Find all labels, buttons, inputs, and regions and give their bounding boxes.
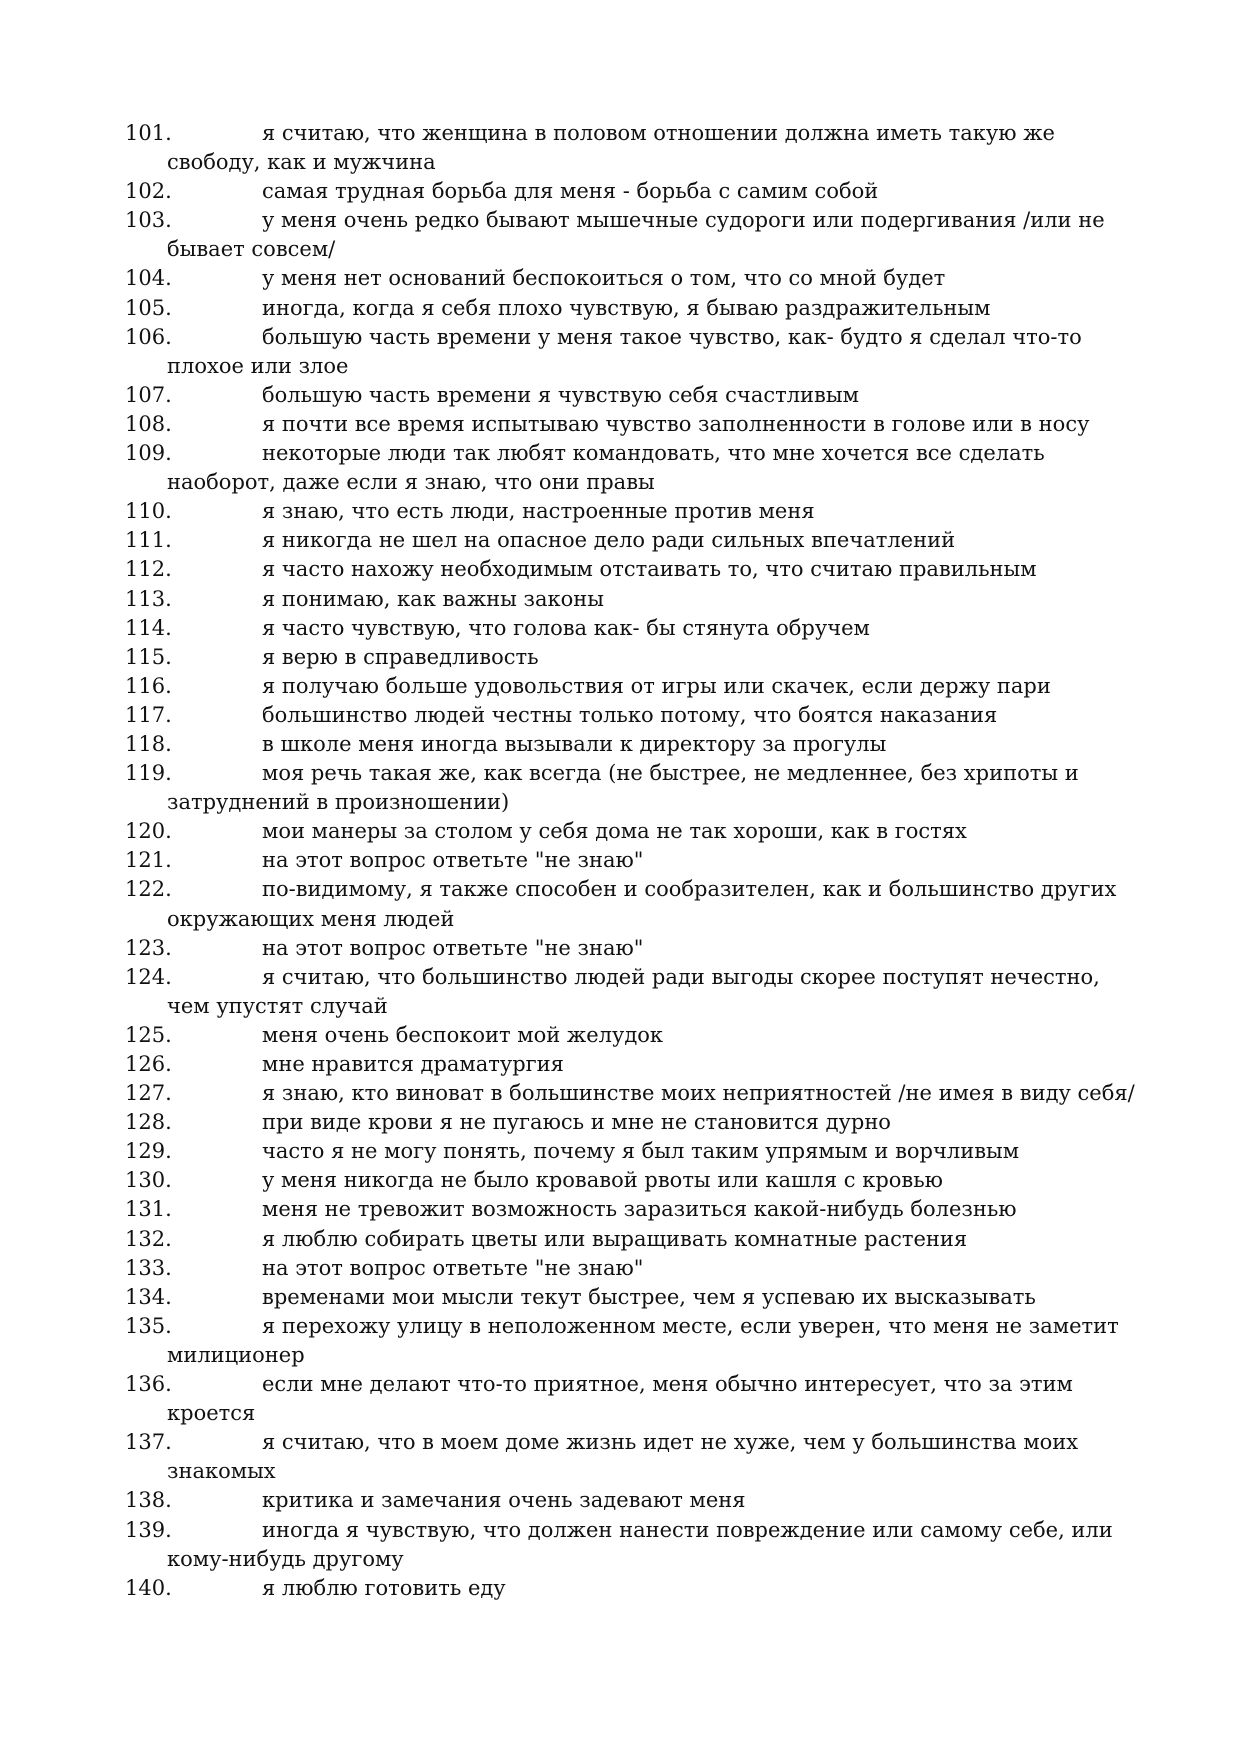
- list-item: [125, 1079, 1145, 1108]
- item-number: 119.: [125, 761, 172, 786]
- item-number: 133.: [125, 1255, 172, 1280]
- item-number: 134.: [125, 1284, 172, 1309]
- item-number: 135.: [125, 1313, 172, 1338]
- item-number: 116.: [125, 673, 172, 698]
- item-text: я часто чувствую, что голова как- бы стянута обручем: [262, 615, 870, 640]
- item-number: 132.: [125, 1226, 172, 1251]
- item-text: меня не тревожит возможность заразиться какой-нибудь болезнью: [262, 1197, 1017, 1222]
- item-number: 110.: [125, 499, 172, 524]
- list-item: [125, 1254, 1145, 1283]
- item-number: 102.: [125, 179, 172, 204]
- list-item: [125, 817, 1145, 846]
- list-item: [125, 497, 1145, 526]
- list-item: [125, 701, 1145, 730]
- item-number: 109.: [125, 441, 172, 466]
- item-text: большую часть времени я чувствую себя счастливым: [262, 382, 859, 407]
- item-number: 114.: [125, 615, 172, 640]
- list-item: [125, 1108, 1145, 1137]
- item-text: моя речь такая же, как всегда (не быстрее, не медленнее, без хрипоты и затруднений в произношении): [167, 761, 1079, 815]
- item-number: 124.: [125, 964, 172, 989]
- list-item: [125, 1370, 1145, 1428]
- item-text: я верю в справедливость: [262, 644, 539, 669]
- list-item: [125, 846, 1145, 875]
- list-item: [125, 585, 1145, 614]
- list-item: [125, 759, 1145, 817]
- item-number: 107.: [125, 382, 172, 407]
- item-number: 104.: [125, 266, 172, 291]
- list-item: [125, 1021, 1145, 1050]
- item-number: 139.: [125, 1517, 172, 1542]
- item-text: я понимаю, как важны законы: [262, 586, 604, 611]
- item-text: я люблю готовить еду: [262, 1575, 506, 1600]
- item-text: если мне делают что-то приятное, меня обычно интересует, что за этим кроется: [167, 1372, 1073, 1426]
- item-text: большую часть времени у меня такое чувство, как- будто я сделал что-то плохое или злое: [167, 324, 1082, 378]
- list-item: [125, 730, 1145, 759]
- list-item: [125, 672, 1145, 701]
- item-number: 136.: [125, 1372, 172, 1397]
- item-number: 120.: [125, 819, 172, 844]
- item-number: 106.: [125, 324, 172, 349]
- item-text: самая трудная борьба для меня - борьба с самим собой: [262, 179, 879, 204]
- list-item: [125, 643, 1145, 672]
- item-text: я почти все время испытываю чувство заполненности в голове или в носу: [262, 411, 1090, 436]
- item-text: в школе меня иногда вызывали к директору за прогулы: [262, 731, 887, 756]
- item-number: 108.: [125, 411, 172, 436]
- item-number: 118.: [125, 731, 172, 756]
- item-text: временами мои мысли текут быстрее, чем я успеваю их высказывать: [262, 1284, 1036, 1309]
- list-item: [125, 294, 1145, 323]
- list-item: [125, 323, 1145, 381]
- list-item: [125, 1166, 1145, 1195]
- item-text: я знаю, кто виноват в большинстве моих неприятностей /не имея в виду себя/: [262, 1081, 1135, 1106]
- item-text: на этот вопрос ответьте "не знаю": [262, 1255, 644, 1280]
- item-number: 112.: [125, 557, 172, 582]
- item-number: 123.: [125, 935, 172, 960]
- item-text: я считаю, что женщина в половом отношении должна иметь такую же свободу, как и мужчина: [167, 121, 1055, 175]
- item-text: на этот вопрос ответьте "не знаю": [262, 848, 644, 873]
- list-item: [125, 555, 1145, 584]
- item-text: иногда, когда я себя плохо чувствую, я бываю раздражительным: [262, 295, 991, 320]
- item-number: 117.: [125, 702, 172, 727]
- list-item: [125, 1195, 1145, 1224]
- item-number: 126.: [125, 1052, 172, 1076]
- item-number: 121.: [125, 848, 172, 873]
- item-text: у меня очень редко бывают мышечные судороги или подергивания /или не бывает совсем/: [167, 208, 1105, 262]
- item-number: 127.: [125, 1081, 172, 1106]
- list-item: [125, 1312, 1145, 1370]
- item-text: у меня никогда не было кровавой рвоты или кашля с кровью: [262, 1168, 943, 1193]
- list-item: [125, 1428, 1145, 1486]
- item-text: я знаю, что есть люди, настроенные против меня: [262, 499, 815, 524]
- item-number: 137.: [125, 1430, 172, 1455]
- item-text: на этот вопрос ответьте "не знаю": [262, 935, 644, 960]
- item-text: часто я не могу понять, почему я был таким упрямым и ворчливым: [262, 1139, 1020, 1164]
- list-item: [125, 1225, 1145, 1254]
- item-text: некоторые люди так любят командовать, что мне хочется все сделать наоборот, даже если я знаю, что они правы: [167, 441, 1045, 495]
- list-item: [125, 264, 1145, 293]
- questionnaire-list: [125, 119, 1145, 1603]
- item-text: при виде крови я не пугаюсь и мне не становится дурно: [262, 1110, 891, 1135]
- item-text: иногда я чувствую, что должен нанести повреждение или самому себе, или кому-нибудь другому: [167, 1517, 1113, 1571]
- item-number: 101.: [125, 121, 172, 145]
- list-item: [125, 177, 1145, 206]
- item-text: я часто нахожу необходимым отстаивать то, что считаю правильным: [262, 557, 1037, 582]
- list-item: [125, 410, 1145, 439]
- list-item: [125, 1516, 1145, 1574]
- list-item: [125, 934, 1145, 963]
- item-text: меня очень беспокоит мой желудок: [262, 1022, 664, 1047]
- item-text: большинство людей честны только потому, что боятся наказания: [262, 702, 998, 727]
- item-text: я считаю, что в моем доме жизнь идет не хуже, чем у большинства моих знакомых: [167, 1430, 1079, 1484]
- list-item: [125, 614, 1145, 643]
- item-number: 111.: [125, 528, 172, 553]
- item-text: по-видимому, я также способен и сообразителен, как и большинство других окружающих меня людей: [167, 877, 1117, 931]
- item-number: 130.: [125, 1168, 172, 1193]
- item-number: 128.: [125, 1110, 172, 1135]
- list-item: [125, 1050, 1145, 1079]
- item-number: 113.: [125, 586, 172, 611]
- item-text: я никогда не шел на опасное дело ради сильных впечатлений: [262, 528, 956, 553]
- item-number: 105.: [125, 295, 172, 320]
- list-item: [125, 1137, 1145, 1166]
- item-number: 140.: [125, 1575, 172, 1600]
- list-item: [125, 526, 1145, 555]
- item-number: 131.: [125, 1197, 172, 1222]
- item-text: у меня нет оснований беспокоиться о том, что со мной будет: [262, 266, 946, 291]
- list-item: [125, 875, 1145, 933]
- list-item: [125, 439, 1145, 497]
- list-item: [125, 963, 1145, 1021]
- item-text: мои манеры за столом у себя дома не так хороши, как в гостях: [262, 819, 967, 844]
- item-number: 129.: [125, 1139, 172, 1164]
- item-text: я люблю собирать цветы или выращивать комнатные растения: [262, 1226, 968, 1251]
- list-item: [125, 119, 1145, 177]
- item-text: критика и замечания очень задевают меня: [262, 1488, 746, 1513]
- item-number: 125.: [125, 1022, 172, 1047]
- item-number: 115.: [125, 644, 172, 669]
- list-item: [125, 381, 1145, 410]
- list-item: [125, 206, 1145, 264]
- item-text: мне нравится драматургия: [262, 1052, 564, 1076]
- item-number: 138.: [125, 1488, 172, 1513]
- item-text: я получаю больше удовольствия от игры или скачек, если держу пари: [262, 673, 1051, 698]
- item-text: я перехожу улицу в неположенном месте, если уверен, что меня не заметит милиционер: [167, 1313, 1119, 1367]
- item-text: я считаю, что большинство людей ради выгоды скорее поступят нечестно, чем упустят случай: [167, 964, 1100, 1018]
- list-item: [125, 1283, 1145, 1312]
- item-number: 122.: [125, 877, 172, 902]
- list-item: [125, 1486, 1145, 1515]
- list-item: [125, 1574, 1145, 1603]
- item-number: 103.: [125, 208, 172, 233]
